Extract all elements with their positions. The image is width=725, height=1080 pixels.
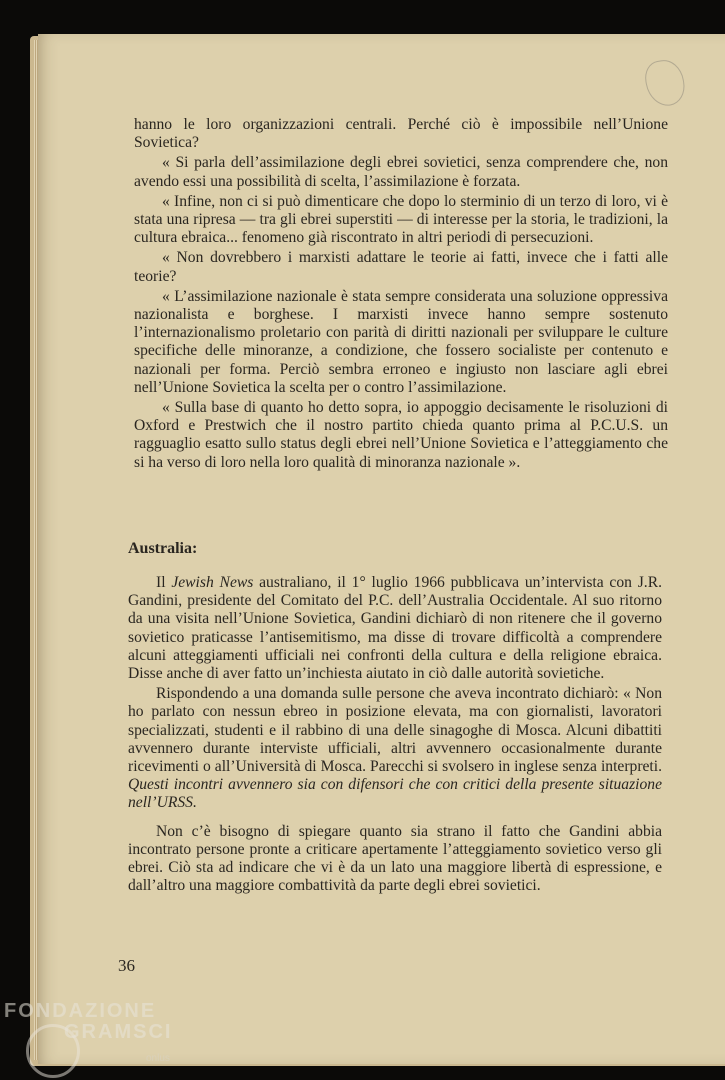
paragraph [128, 685, 662, 812]
quote-italic: Questi incontri avvennero sia con difensori che con critici della presente situazione nell’URSS. [128, 776, 662, 812]
watermark-onlus: onlus [146, 1053, 170, 1064]
text: Il [156, 574, 172, 591]
text-block-australia [128, 574, 662, 897]
text: Rispondendo a una domanda sulle persone che aveva incontrato dichiarò: « Non ho parlato con nessun ebreo in posizione elevata, ma con giornalisti, lavoratori specializzati, studenti e il rabbino di una delle sinagoghe di Mosca. Alcuni dibattiti avvennero durante interviste ufficiali, altri avvennero occasionalmente durante ricevimenti o all’Università di Mosca. Parecchi si svolsero in inglese senza interpreti. [128, 685, 662, 776]
page-number: 36 [118, 956, 135, 975]
paragraph: « Sulla base di quanto ho detto sopra, io appoggio decisamente le risoluzioni di Oxford e Prestwich che il nostro partito chieda quanto prima al P.C.U.S. un ragguaglio esatto sullo status degli ebrei nell’Unione Sovietica e l’atteggiamento che si ha verso di loro nella loro qualità di minoranza nazionale ». [134, 399, 668, 471]
publication-title: Jewish News [171, 574, 254, 591]
paragraph: « Non dovrebbero i marxisti adattare le teorie ai fatti, invece che i fatti alle teorie? [134, 249, 668, 285]
paragraph: Non c’è bisogno di spiegare quanto sia strano il fatto che Gandini abbia incontrato persone pronte a criticare apertamente l’atteggiamento sovietico verso gli ebrei. Ciò sta ad indicare che vi è da un lato una maggiore libertà di espressione, e dall’altro una maggiore combattività da parte degli ebrei sovietici. [128, 822, 662, 895]
text: australiano, il 1° luglio 1966 pubblicava un’intervista con J.R. Gandini, presidente del Comitato del P.C. dell’Australia Occidentale. Al suo ritorno da una visita nell’Unione Sovietica, Gandini dichiarò di non ritenere che il governo sovietico praticasse l’antisemitismo, ma disse di trovare difficoltà a comprendere alcuni atteggiamenti ufficiali nei confronti della cultura e della religione ebraica. Disse anche di aver fatto un’inchiesta aiutato in ciò dalle autorità sovietiche. [128, 574, 662, 683]
paragraph [128, 574, 662, 683]
watermark [4, 1000, 172, 1044]
paragraph: « L’assimilazione nazionale è stata sempre considerata una soluzione oppressiva nazionalista e borghese. I marxisti invece hanno sempre sostenuto l’internazionalismo proletario con parità di diritti nazionali per sviluppare le culture specifiche delle minoranze, a condizione, che fossero socialiste per contenuto e nazionali per forma. Perciò sembra erroneo e ingiusto non lasciare agli ebrei nell’Unione Sovietica la scelta per o contro l’assimilazione. [134, 287, 668, 396]
paragraph: « Si parla dell’assimilazione degli ebrei sovietici, senza comprendere che, non avendo essi una possibilità di scelta, l’assimilazione è forzata. [134, 154, 668, 190]
section-heading: Australia: [128, 540, 198, 557]
text-block-top [134, 116, 668, 474]
watermark-line2: GRAMSCI [64, 1021, 173, 1043]
paragraph: « Infine, non ci si può dimenticare che dopo lo sterminio di un terzo di loro, vi è stata una ripresa — tra gli ebrei superstiti — di interesse per la storia, le tradizioni, la cultura ebraica... fenomeno già riscontrato in altri periodi di persecuzioni. [134, 192, 668, 247]
paragraph: hanno le loro organizzazioni centrali. Perché ciò è impossibile nell’Unione Sovietica? [134, 116, 668, 152]
watermark-line1: FONDAZIONE [4, 1000, 157, 1022]
